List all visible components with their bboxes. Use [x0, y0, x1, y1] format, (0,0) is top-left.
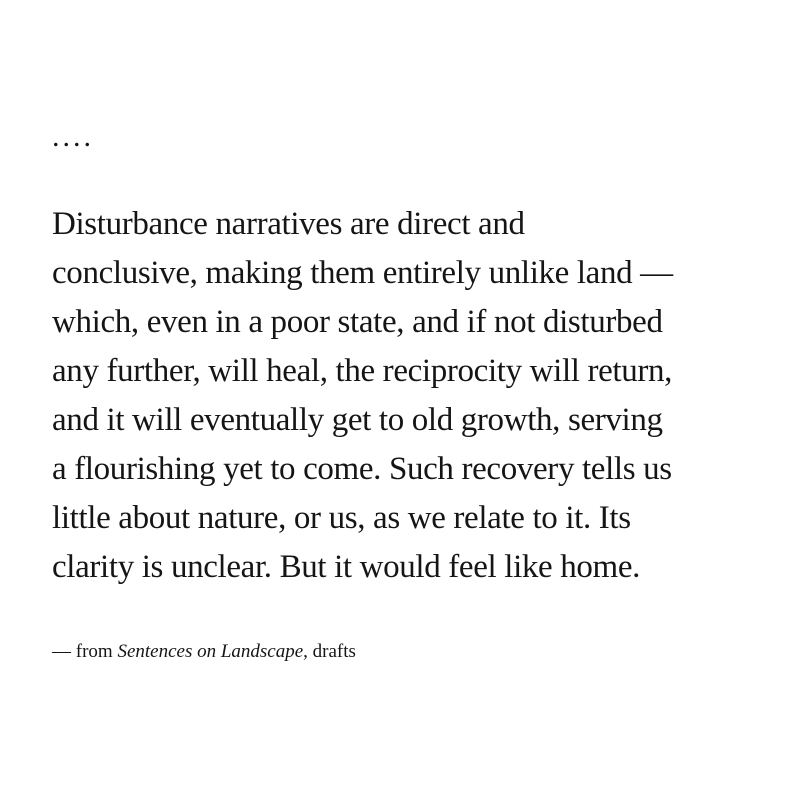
attribution-suffix: , drafts	[303, 641, 356, 662]
work-title: Sentences on Landscape	[117, 641, 304, 662]
ellipsis-ornament: ....	[52, 120, 94, 153]
passage-line: which, even in a poor state, and if not disturbed	[52, 304, 663, 340]
passage-line: Disturbance narratives are direct and	[52, 206, 525, 242]
passage-line: any further, will heal, the reciprocity will return,	[52, 353, 673, 389]
quote-passage	[52, 200, 772, 592]
passage-line: a flourishing yet to come. Such recovery tells us	[52, 451, 672, 487]
passage-line: and it will eventually get to old growth, serving	[52, 402, 663, 438]
attribution-prefix: — from	[52, 641, 118, 662]
passage-line: little about nature, or us, as we relate to it. Its	[52, 500, 631, 536]
passage-line: clarity is unclear. But it would feel like home.	[52, 549, 641, 585]
passage-line: conclusive, making them entirely unlike land —	[52, 255, 673, 291]
attribution	[52, 640, 356, 664]
